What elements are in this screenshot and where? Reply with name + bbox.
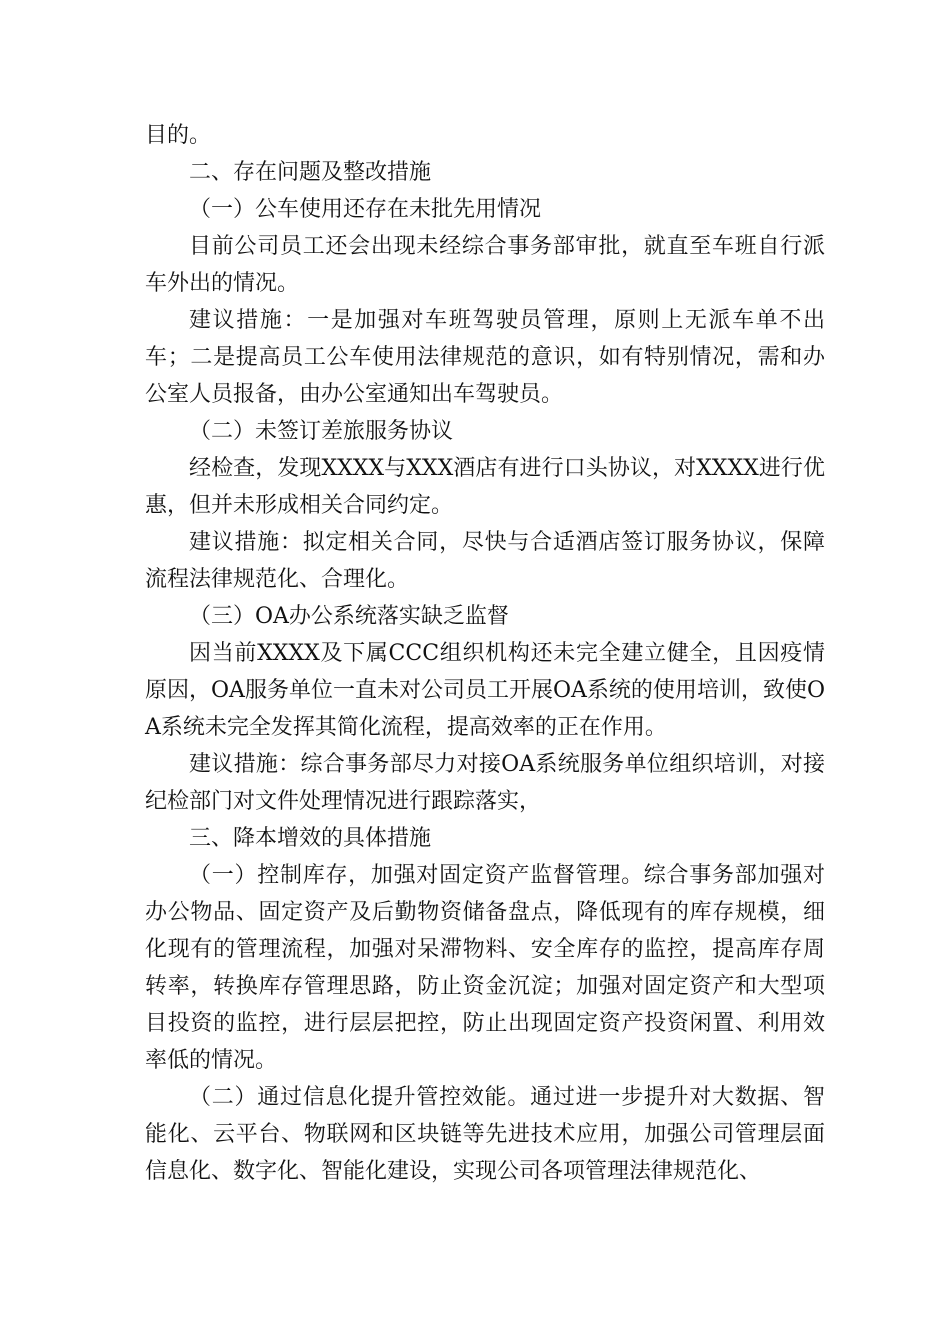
- paragraph-oa-issue: 因当前XXXX及下属CCC组织机构还未完全建立健全，且因疫情原因，OA服务单位一直未对公司员工开展OA系统的使用培训，致使OA系统未完全发挥其简化流程，提高效率的正在作用。: [145, 641, 825, 740]
- paragraph-vehicle-issue: 目前公司员工还会出现未经综合事务部审批，就直至车班自行派车外出的情况。: [145, 234, 825, 296]
- subheading-vehicle-use: （一）公车使用还存在未批先用情况: [189, 197, 542, 222]
- subheading-travel-agreement: （二）未签订差旅服务协议: [189, 419, 454, 444]
- paragraph-oa-measures: 建议措施：综合事务部尽力对接OA系统服务单位组织培训，对接纪检部门对文件处理情况进行跟踪落实，: [145, 752, 825, 814]
- paragraph-travel-measures: 建议措施：拟定相关合同，尽快与合适酒店签订服务协议，保障流程法律规范化、合理化。: [145, 530, 825, 592]
- section-heading-issues: 二、存在问题及整改措施: [189, 160, 432, 185]
- subheading-oa-system: （三）OA办公系统落实缺乏监督: [189, 604, 509, 629]
- paragraph-vehicle-measures: 建议措施：一是加强对车班驾驶员管理，原则上无派车单不出车；二是提高员工公车使用法律规范的意识，如有特别情况，需和办公室人员报备，由办公室通知出车驾驶员。: [145, 308, 825, 407]
- document-body: [145, 117, 825, 1190]
- paragraph-travel-issue: 经检查，发现XXXX与XXX酒店有进行口头协议，对XXXX进行优惠，但并未形成相关合同约定。: [145, 456, 825, 518]
- paragraph-inventory-control: （一）控制库存，加强对固定资产监督管理。综合事务部加强对办公物品、固定资产及后勤物资储备盘点，降低现有的库存规模，细化现有的管理流程，加强对呆滞物料、安全库存的监控，提高库存周转率，转换库存管理思路，防止资金沉淀；加强对固定资产和大型项目投资的监控，进行层层把控，防止出现固定资产投资闲置、利用效率低的情况。: [145, 863, 825, 1073]
- section-heading-cost-reduction: 三、降本增效的具体措施: [189, 826, 432, 851]
- paragraph-informatization: （二）通过信息化提升管控效能。通过进一步提升对大数据、智能化、云平台、物联网和区块链等先进技术应用，加强公司管理层面信息化、数字化、智能化建设，实现公司各项管理法律规范化、: [145, 1085, 825, 1184]
- paragraph-continuation: 目的。: [145, 123, 212, 148]
